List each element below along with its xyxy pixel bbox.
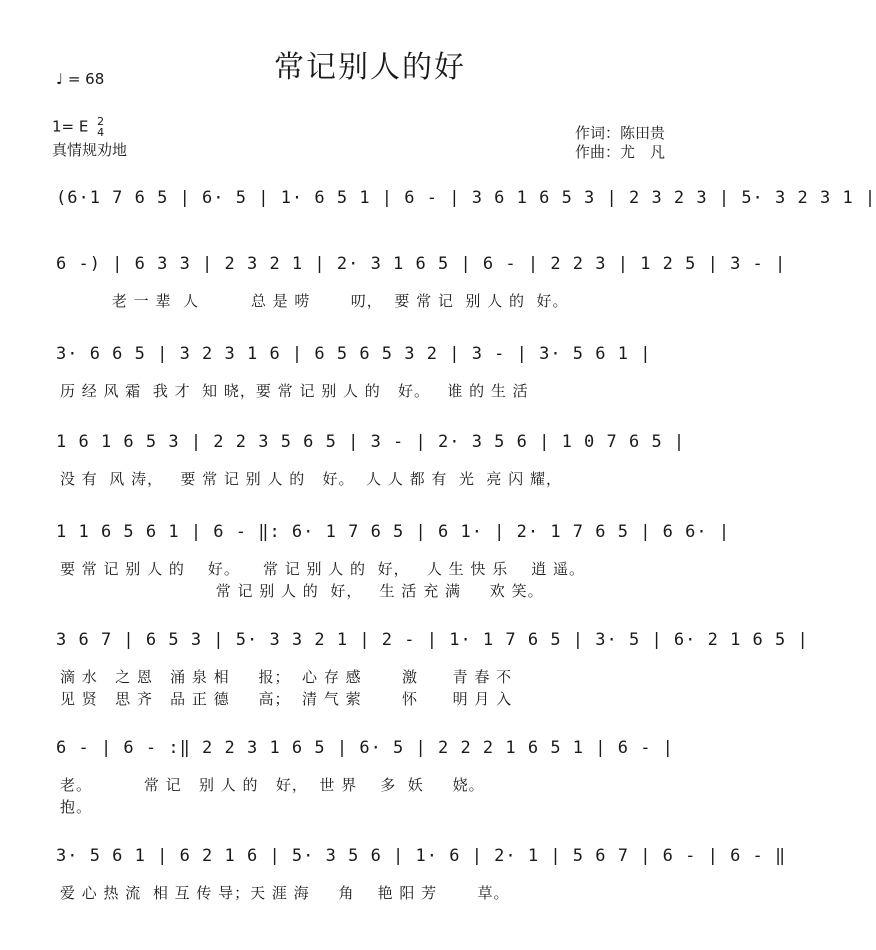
lyric-line-1: 老 一 辈 人 总 是 唠 叨， 要 常 记 别 人 的 好。	[60, 292, 569, 310]
tempo-marking: ♩ = 68	[56, 70, 105, 88]
score-row	[0, 630, 809, 734]
score-row	[0, 738, 740, 842]
notation-line: 1 6 1 6 5 3 | 2 2 3 5 6 5 | 3 - | 2· 3 5 6 | 1 0 7 6 5 |	[56, 432, 686, 452]
notation-line: (6·1 7 6 5 | 6· 5 | 1· 6 5 1 | 6 - | 3 6 1 6 5 3 | 2 3 2 3 | 5· 3 2 3 1 |	[56, 188, 876, 208]
lyric-line-1: 老。 常 记 别 人 的 好， 世 界 多 妖 娆。	[60, 776, 485, 794]
score-row	[0, 254, 787, 358]
lyricist-credit: 作词：陈田贵	[575, 124, 666, 142]
time-signature	[97, 116, 104, 138]
key-signature	[52, 116, 104, 138]
notation-line: 6 -) | 6 3 3 | 2 3 2 1 | 2· 3 1 6 5 | 6 - | 2 2 3 | 1 2 5 | 3 - |	[56, 254, 787, 274]
lyric-line-2	[60, 490, 686, 512]
notation-line: 3 6 7 | 6 5 3 | 5· 3 3 2 1 | 2 - | 1· 1 7 6 5 | 3· 5 | 6· 2 1 6 5 |	[56, 630, 809, 650]
lyric-line-2: 常 记 别 人 的 好， 生 活 充 满 欢 笑。	[60, 582, 544, 600]
lyric-line-1: 没 有 风 涛， 要 常 记 别 人 的 好。 人 人 都 有 光 亮 闪 耀，	[60, 470, 562, 488]
score-row	[0, 432, 740, 536]
expression-marking: 真情规劝地	[52, 141, 128, 159]
time-signature-bottom: 4	[97, 126, 105, 139]
score-row	[0, 522, 740, 626]
lyric-line-1: 滴 水 之 恩 涌 泉 相 报； 心 存 感 激 青 春 不	[60, 668, 513, 686]
notation-line: 3· 6 6 5 | 3 2 3 1 6 | 6 5 6 5 3 2 | 3 - | 3· 5 6 1 |	[56, 344, 652, 364]
score-row	[0, 846, 787, 950]
lyric-line-1: 要 常 记 别 人 的 好。 常 记 别 人 的 好， 人 生 快 乐 逍 遥。	[60, 560, 586, 578]
lyric-line-1	[60, 224, 686, 246]
lyric-line-2	[60, 904, 686, 926]
lyric-line-2	[60, 402, 686, 424]
lyric-line-1: 历 经 风 霜 我 才 知 晓，要 常 记 别 人 的 好。 谁 的 生 活	[60, 382, 529, 400]
lyric-line-1: 爱 心 热 流 相 互 传 导；天 涯 海 角 艳 阳 芳 草。	[60, 884, 510, 902]
notation-line: 1 1 6 5 6 1 | 6 - ‖: 6· 1 7 6 5 | 6 1· | 2· 1 7 6 5 | 6 6· |	[56, 522, 731, 542]
lyric-line-2: 抱。	[60, 798, 93, 816]
notation-line: 6 - | 6 - :‖ 2 2 3 1 6 5 | 6· 5 | 2 2 2 1 6 5 1 | 6 - |	[56, 738, 674, 758]
song-title: 常记别人的好	[274, 50, 466, 85]
key-label: 1= E	[52, 117, 89, 136]
notation-line: 3· 5 6 1 | 6 2 1 6 | 5· 3 5 6 | 1· 6 | 2· 1 | 5 6 7 | 6 - | 6 - ‖	[56, 846, 787, 866]
time-signature-top: 2	[97, 115, 105, 128]
lyric-line-2	[60, 312, 686, 334]
composer-credit: 作曲：尤 凡	[575, 143, 666, 161]
lyric-line-2: 见 贤 思 齐 品 正 德 高； 清 气 萦 怀 明 月 入	[60, 690, 513, 708]
